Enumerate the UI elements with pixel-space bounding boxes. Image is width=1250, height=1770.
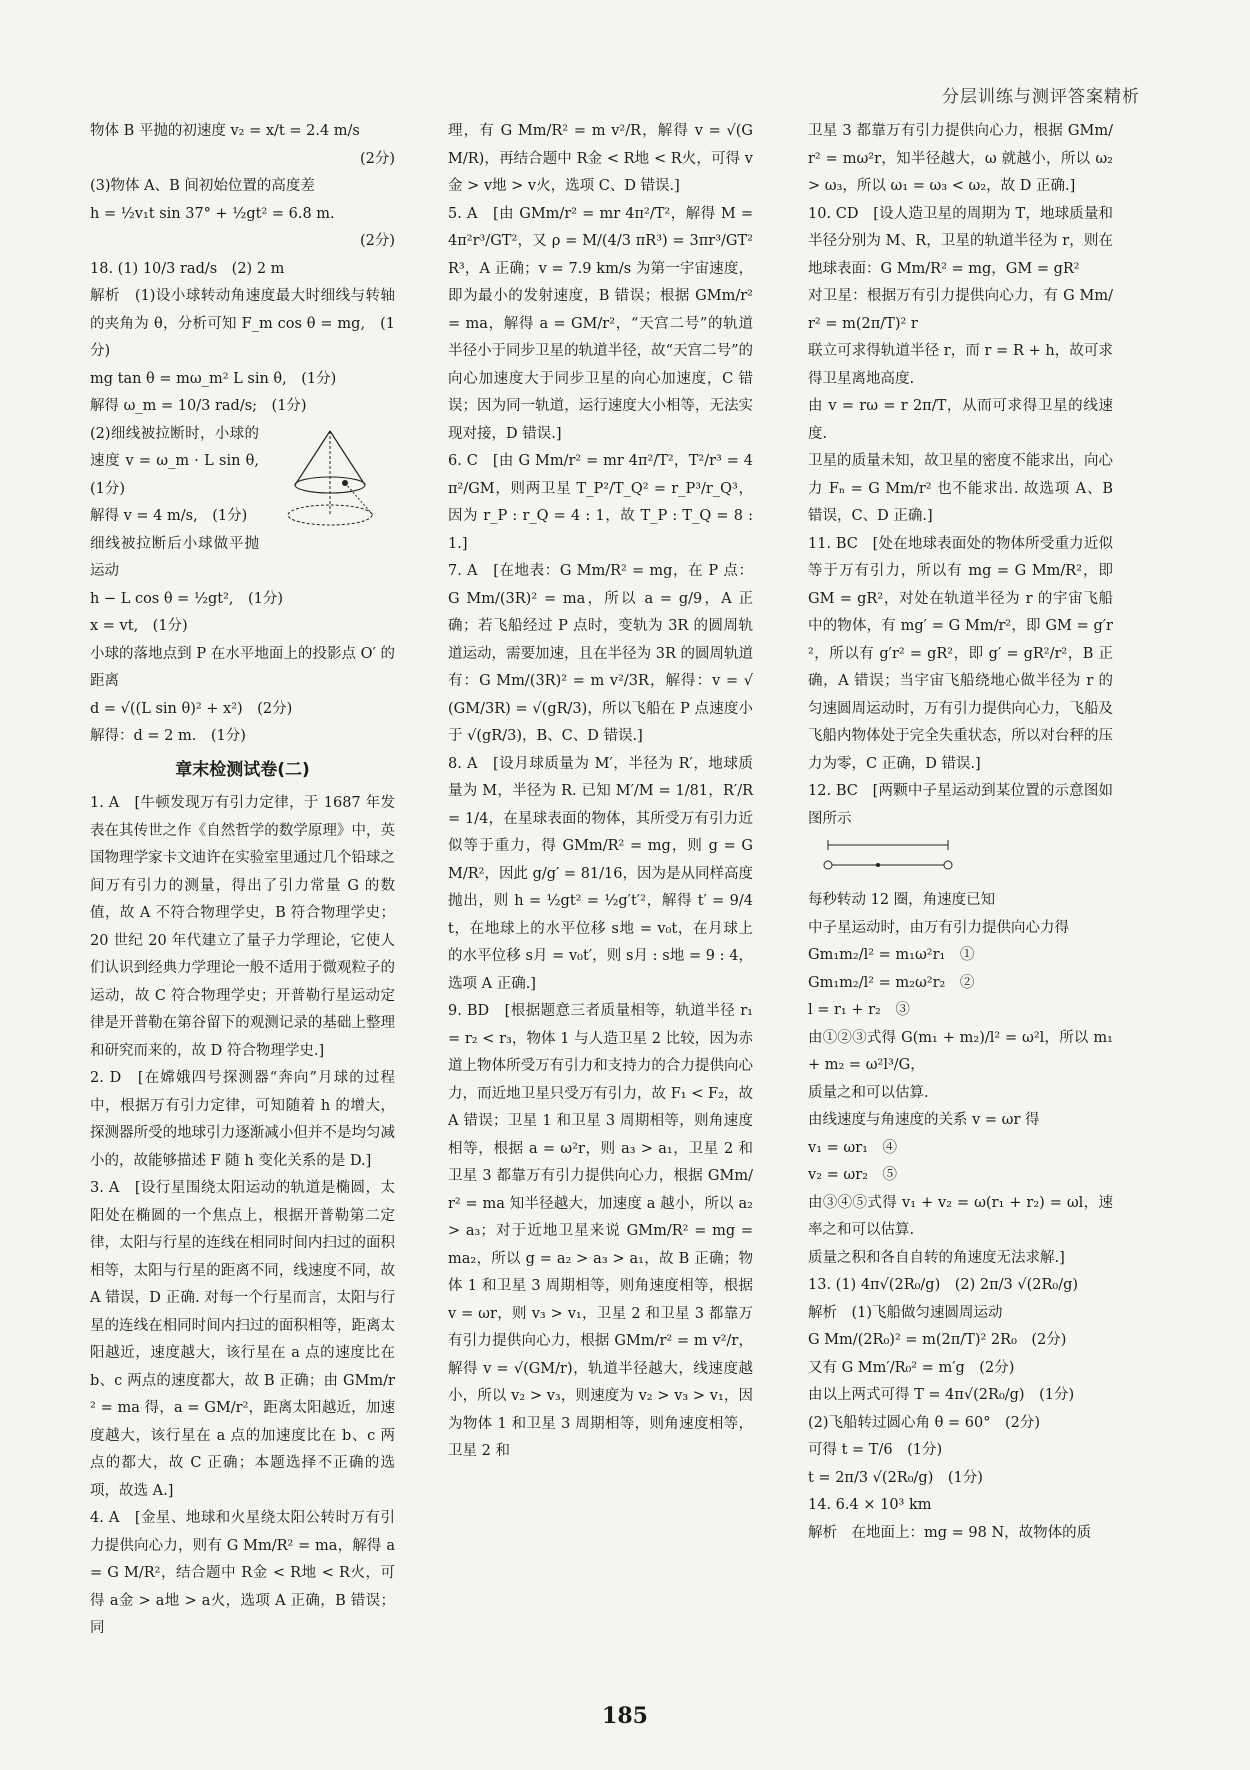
answer-item: 11. BC [处在地球表面处的物体所受重力近似等于万有引力，所以有 mg = G Mm/R²，即 GM = gR²，对处在轨道半径为 r 的宇宙飞船中的物体，有 mg′ = G Mm/r²，即 GM = g′r²，所以有 g′r² = gR²，即 g′ = gR²/r²，B 正确，A 错误；当宇宙飞船绕地心做半径为 r 的匀速圆周运动时，万有引力提供向心力，飞船及飞船内物体处于完全失重状态，所以对台秤的压力为零，C 正确，D 错误.] [808,535,1118,772]
answer-heading-13: 13. (1) 4π√(2R₀/g) (2) 2π/3 √(2R₀/g) [808,1277,1079,1293]
column-middle [448,118,758,1466]
answer-heading-18: 18. (1) 10/3 rad/s (2) 2 m [90,260,285,277]
text-line: 解析 在地面上：mg = 98 N，故物体的质 [808,1524,1092,1541]
text-line: h − L cos θ = ½gt², (1分) [90,590,284,607]
answer-item: 7. A [在地表：G Mm/R² = mg，在 P 点：G Mm/(3R)² = ma，所以 a = g/9，A 正确；若飞船经过 P 点时，变轨为 3R 的圆周轨道运动，需要加速，且在半径为 3R 的圆周轨道有：G Mm/(3R)² = m v²/3R，解得：v = √(GM/3R) = √(gR/3)，所以飞船在 P 点速度小于 √(gR/3)，B、C、D 错误.] [448,563,753,744]
text-line: d = √((L sin θ)² + x²) (2分) [90,700,293,717]
equation-line: Gm₁m₂/l² = m₁ω²r₁ ① [808,947,975,963]
text-line: (2)飞船转过圆心角 θ = 60° (2分) [808,1414,1040,1431]
equation-line: t = 2π/3 √(2R₀/g) (1分) [808,1469,983,1486]
running-header: 分层训练与测评答案精析 [942,87,1140,107]
equation-line: G Mm/(2R₀)² = m(2π/T)² 2R₀ (2分) [808,1332,1067,1348]
section-title: 章末检测试卷(二) [175,759,310,780]
answer-item: 6. C [由 G Mm/r² = mr 4π²/T²，T²/r³ = 4π²/GM，则两卫星 T_P²/T_Q² = r_P³/r_Q³，因为 r_P : r_Q = 4 : 1，故 T_P : T_Q = 8 : 1.] [448,453,758,552]
equation-line: 又有 G Mm′/R₀² = m′g (2分) [808,1359,1015,1376]
equation-line: v₂ = ωr₂ ⑤ [808,1167,897,1183]
text-line: 由③④⑤式得 v₁ + v₂ = ω(r₁ + r₂) = ωl，速率之和可以估算. [808,1194,1113,1238]
page-number: 185 [602,1703,648,1729]
text-line: 对卫星：根据万有引力提供向心力，有 G Mm/r² = m(2π/T)² r [808,288,1113,332]
text-line: 解得 ω_m = 10/3 rad/s; (1分) [90,398,307,414]
text-line: 由 v = rω = r 2π/T，从而可求得卫星的线速度. [808,398,1113,442]
answer-heading-14: 14. 6.4 × 10³ km [808,1497,932,1513]
equation-line: 由以上两式可得 T = 4π√(2R₀/g) (1分) [808,1387,1075,1403]
neutron-star-diagram [808,835,958,885]
text-line: mg tan θ = mω_m² L sin θ, (1分) [90,370,337,387]
text-line: 每秒转动 12 圈，角速度已知 [808,892,996,908]
text-line: (2)细线被拉断时，小球的速度 v = ω_m · L sin θ, (1分) [90,425,274,497]
answer-item: 12. BC [两颗中子星运动到某位置的示意图如图所示 [808,783,1113,827]
text-line: x = vt, (1分) [90,618,188,634]
text-line: 由①②③式得 G(m₁ + m₂)/l² = ω²l，所以 m₁ + m₂ = ω²l³/G， [808,1029,1118,1073]
text-line: 物体 B 平抛的初速度 v₂ = x/t = 2.4 m/s [90,123,360,139]
equation-line: Gm₁m₂/l² = m₂ω²r₂ ② [808,974,975,991]
answer-item: 10. CD [设人造卫星的周期为 T，地球质量和半径分别为 M、R，卫星的轨道半径为 r，则在地球表面：G Mm/R² = mg，GM = gR² [808,205,1113,277]
text-line: (3)物体 A、B 间初始位置的高度差 [90,178,315,194]
equation-line: l = r₁ + r₂ ③ [808,1002,910,1018]
column-left [90,118,400,1643]
text-line: 细线被拉断后小球做平抛运动 [90,535,259,579]
text-line: 解析 (1)设小球转动角速度最大时细线与转轴的夹角为 θ，分析可知 F_m cos θ = mg, (1分) [90,288,395,359]
answer-item: 2. D [在嫦娥四号探测器“奔向”月球的过程中，根据万有引力定律，可知随着 h 的增大，探测器所受的地球引力逐渐减小但并不是均匀减小的，故能够描述 F 随 h 变化关系的是 D.] [90,1070,395,1169]
answer-item: 4. A [金星、地球和火星绕太阳公转时万有引力提供向心力，则有 G Mm/R² = ma，解得 a = G M/R²，结合题中 R金 < R地 < R火，可得 a金 > a地 > a火，选项 A 正确，B 错误；同 [90,1510,400,1636]
text-line: 解得：d = 2 m. (1分) [90,728,246,744]
text-line: 解析 (1)飞船做匀速圆周运动 [808,1304,1003,1321]
text-line: 联立可求得轨道半径 r，而 r = R + h，故可求得卫星离地高度. [808,343,1113,387]
answer-item: 1. A [牛顿发现万有引力定律，于 1687 年发表在其传世之作《自然哲学的数学原理》中，英国物理学家卡文迪许在实验室里通过几个铅球之间万有引力的测量，得出了引力常量 G 的数值，故 A 不符合物理学史，B 符合物理学史；20 世纪 20 年代建立了量子力学理论，它使人们认识到经典力学理论一般不适用于微观粒子的运动，故 C 符合物理学史；开普勒行星运动定律是开普勒在第谷留下的观测记录的基础上整理和研究而来的，故 D 符合物理学史.] [90,795,395,1059]
answer-item: 3. A [设行星围绕太阳运动的轨道是椭圆，太阳处在椭圆的一个焦点上，根据开普勒第二定律，太阳与行星的连线在相同时间内扫过的面积相等，太阳与行星的距离不同，线速度不同，故 A 错误，D 正确. 对每一个行星而言，太阳与行星的连线在相同时间内扫过的面积相等，距离太阳越近，速度越大，该行星在 a 点的速度比在 b、c 两点的速度都大，故 B 正确；由 GMm/r² = ma 得，a = GM/r²，距离太阳越近，加速度越大，该行星在 a 点的加速度比在 b、c 两点的都大，故 C 正确；本题选择不正确的选项，故选 A.] [90,1180,400,1499]
score-note: (2分) [359,233,395,249]
answer-item: 9. BD [根据题意三者质量相等，轨道半径 r₁ = r₂ < r₃，物体 1 与人造卫星 2 比较，因为赤道上物体所受万有引力和支持力的合力提供向心力，而近地卫星只受万有引力，故 F₁ < F₂，故 A 错误；卫星 1 和卫星 3 周期相等，则角速度相等，根据 a = ω²r，则 a₃ > a₁，卫星 2 和卫星 3 都靠万有引力提供向心力，根据 GMm/r² = ma 知半径越大，加速度 a 越小，所以 a₂ > a₃；对于近地卫星来说 GMm/R² = mg = ma₂，所以 g = a₂ > a₃ > a₁，故 B 正确；物体 1 和卫星 3 周期相等，则角速度相等，根据 v = ωr，则 v₃ > v₁，卫星 2 和卫星 3 都靠万有引力提供向心力，根据 GMm/r² = m v²/r，解得 v = √(GM/r)，轨道半径越大，线速度越小，所以 v₂ > v₃，则速度为 v₂ > v₃ > v₁，因为物体 1 和卫星 3 周期相等，则角速度相等，卫星 2 和 [448,1003,758,1459]
text-line: 由线速度与角速度的关系 v = ωr 得 [808,1112,1040,1128]
text-line: 卫星 3 都靠万有引力提供向心力，根据 GMm/r² = mω²r，知半径越大，ω 就越小，所以 ω₂ > ω₃，所以 ω₁ = ω₃ < ω₂，故 D 正确.] [808,123,1118,194]
answer-item: 理，有 G Mm/R² = m v²/R，解得 v = √(GM/R)，再结合题中 R金 < R地 < R火，可得 v金 > v地 > v火，选项 C、D 错误.] [448,123,753,194]
score-note: (2分) [359,150,395,167]
column-right [808,118,1118,1547]
text-line: h = ½v₁t sin 37° + ½gt² = 6.8 m. [90,205,335,222]
answer-item: 5. A [由 GMm/r² = mr 4π²/T²，解得 M = 4π²r³/GT²，又 ρ = M/(4/3 πR³) = 3πr³/GT²R³，A 正确；v = 7.9 km/s 为第一宇宙速度，即为最小的发射速度，B 错误；根据 GMm/r² = ma，解得 a = GM/r²，“天宫二号”的轨道半径小于同步卫星的轨道半径，故“天宫二号”的向心加速度大于同步卫星的向心加速度，C 错误；因为同一轨道，运行速度大小相等，无法实现对接，D 错误.] [448,205,758,442]
text-line: 解得 v = 4 m/s, (1分) [90,508,248,524]
text-line: 质量之积和各自自转的角速度无法求解.] [808,1249,1065,1266]
cone-pendulum-figure [265,423,395,533]
equation-line: v₁ = ωr₁ ④ [808,1139,897,1156]
text-line: 小球的落地点到 P 在水平地面上的投影点 O′ 的距离 [90,645,395,689]
text-line: 中子星运动时，由万有引力提供向心力得 [808,919,1069,936]
answer-item: 8. A [设月球质量为 M′，半径为 R′，地球质量为 M，半径为 R. 已知 M′/M = 1/81，R′/R = 1/4，在星球表面的物体，其所受万有引力近似等于重力，得 GMm/R² = mg，则 g = GM/R²，因此 g/g′ = 81/16，因为是从同样高度抛出，则 h = ½gt² = ½g′t′²，解得 t′ = 9/4 t，在地球上的水平位移 s地 = v₀t，在月球上的水平位移 s月 = v₀t′，则 s月 : s地 = 9 : 4，选项 A 正确.] [448,755,758,992]
text-line: 质量之和可以估算. [808,1084,929,1101]
equation-line: 可得 t = T/6 (1分) [808,1442,943,1458]
text-line: 卫星的质量未知，故卫星的密度不能求出，向心力 Fₙ = G Mm/r² 也不能求出. 故选项 A、B 错误，C、D 正确.] [808,453,1118,524]
